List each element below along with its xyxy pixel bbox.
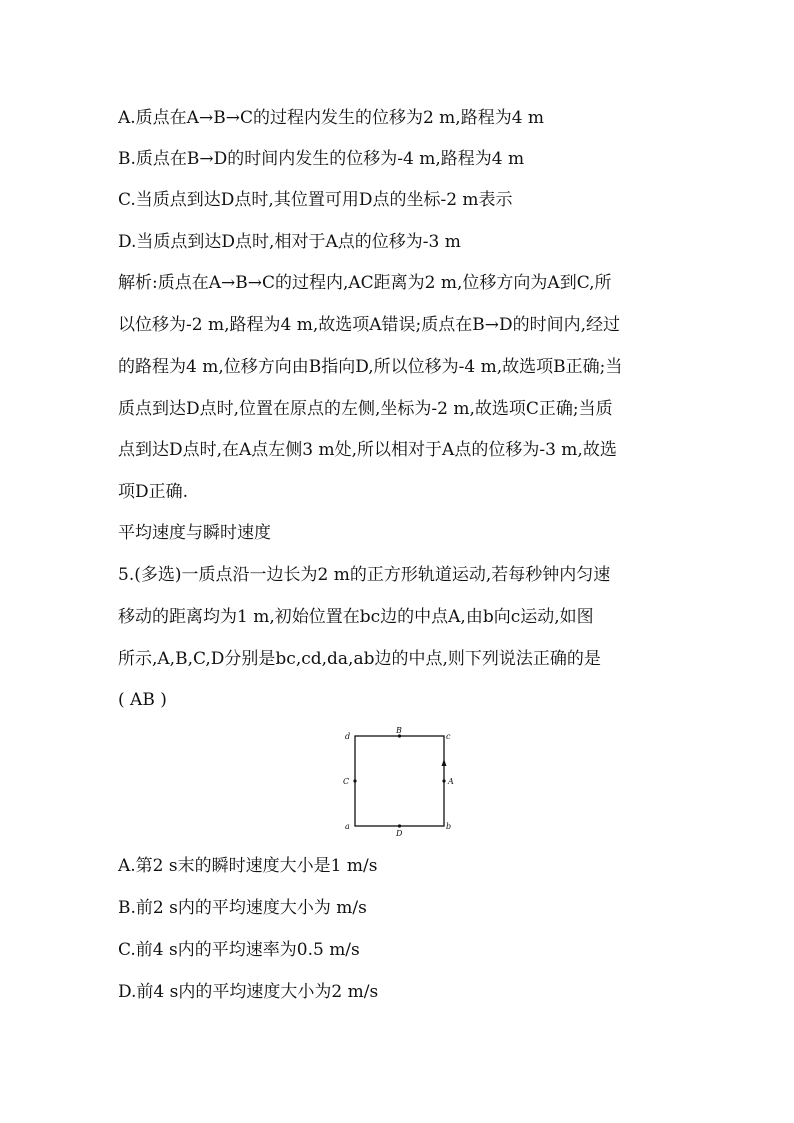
question-line: 移动的距离均为1 m,初始位置在bc边的中点A,由b向c运动,如图 xyxy=(118,607,594,627)
analysis-line: 项D正确. xyxy=(118,482,189,502)
point-a-dot xyxy=(442,779,445,782)
midpoint-label-c: C xyxy=(343,777,350,786)
prev-option-c: C.当质点到达D点时,其位置可用D点的坐标-2 m表示 xyxy=(118,190,513,210)
prev-option-b: B.质点在B→D的时间内发生的位移为-4 m,路程为4 m xyxy=(118,149,525,169)
question-line: 5.(多选)一质点沿一边长为2 m的正方形轨道运动,若每秒钟内匀速 xyxy=(118,565,611,585)
point-c-dot xyxy=(353,779,356,782)
corner-label-c: c xyxy=(446,732,451,741)
square-track-figure xyxy=(336,722,466,840)
analysis-line: 质点到达D点时,位置在原点的左侧,坐标为-2 m,故选项C正确;当质 xyxy=(118,399,613,419)
corner-label-d: d xyxy=(345,732,351,741)
analysis-line: 以位移为-2 m,路程为4 m,故选项A错误;质点在B→D的时间内,经过 xyxy=(118,315,621,335)
analysis-line: 点到达D点时,在A点左侧3 m处,所以相对于A点的位移为-3 m,故选 xyxy=(118,440,617,460)
option-c: C.前4 s内的平均速率为0.5 m/s xyxy=(118,940,360,960)
square-track xyxy=(355,736,444,826)
midpoint-label-b: B xyxy=(396,726,402,735)
prev-option-a: A.质点在A→B→C的过程内发生的位移为2 m,路程为4 m xyxy=(118,108,545,128)
option-a: A.第2 s末的瞬时速度大小是1 m/s xyxy=(118,856,378,876)
option-b: B.前2 s内的平均速度大小为 m/s xyxy=(118,898,367,918)
point-d-dot xyxy=(398,824,401,827)
analysis-line: 的路程为4 m,位移方向由B指向D,所以位移为-4 m,故选项B正确;当 xyxy=(118,357,623,377)
corner-label-a: a xyxy=(345,822,350,831)
midpoint-label-d: D xyxy=(396,829,403,838)
midpoint-label-a: A xyxy=(448,777,454,786)
option-d: D.前4 s内的平均速度大小为2 m/s xyxy=(118,982,379,1002)
analysis-line: 解析:质点在A→B→C的过程内,AC距离为2 m,位移方向为A到C,所 xyxy=(118,273,612,293)
corner-label-b: b xyxy=(446,822,452,831)
answer-bracket: ( AB ) xyxy=(118,690,167,710)
question-line: 所示,A,B,C,D分别是bc,cd,da,ab边的中点,则下列说法正确的是 xyxy=(118,649,601,669)
section-title: 平均速度与瞬时速度 xyxy=(118,523,271,543)
direction-arrow-icon xyxy=(442,759,447,766)
prev-option-d: D.当质点到达D点时,相对于A点的位移为-3 m xyxy=(118,232,461,252)
